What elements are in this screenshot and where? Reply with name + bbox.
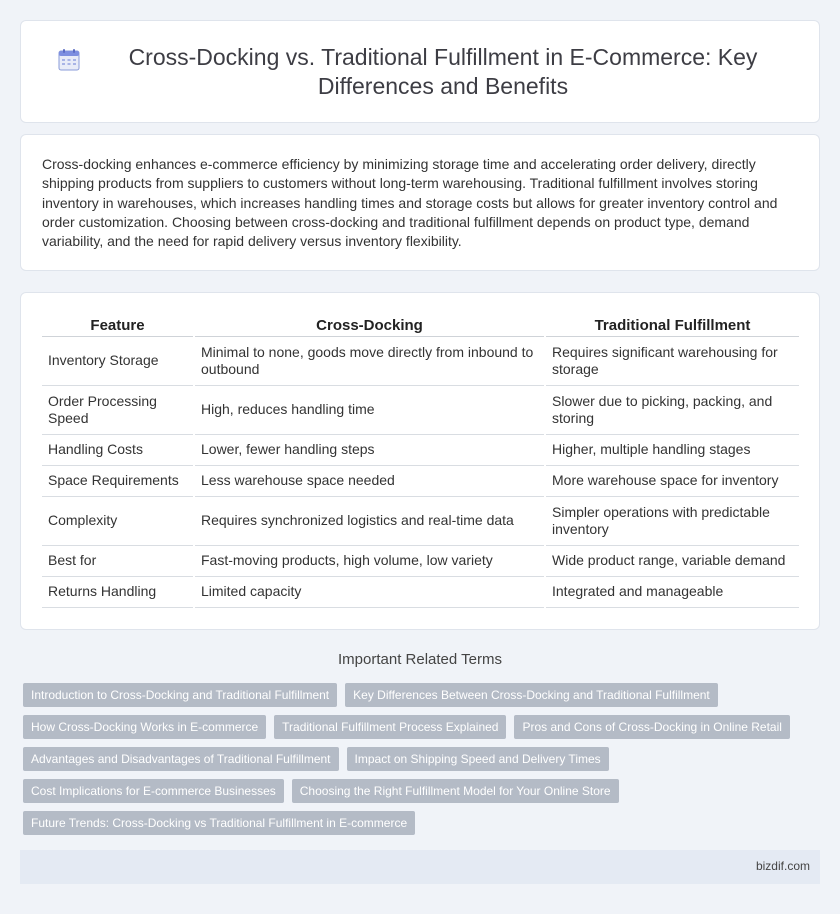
calendar-icon [57,48,81,72]
intro-card [20,134,820,271]
table-cell: Integrated and manageable [546,577,799,608]
table-cell: Best for [42,546,193,577]
table-cell: Slower due to picking, packing, and storing [546,386,799,435]
table-cell: High, reduces handling time [195,386,544,435]
table-cell: Higher, multiple handling stages [546,435,799,466]
footer-site-link[interactable]: bizdif.com [755,859,810,873]
related-term-tag[interactable]: Cost Implications for E-commerce Businesses [23,779,284,803]
table-row [42,546,799,577]
table-cell: Requires significant warehousing for storage [546,337,799,386]
page-title: Cross-Docking vs. Traditional Fulfillment in E-Commerce: Key Differences and Benefits [128,43,758,99]
column-header-traditional: Traditional Fulfillment [546,315,799,337]
table-cell: Returns Handling [42,577,193,608]
related-term-tag[interactable]: Introduction to Cross-Docking and Traditional Fulfillment [23,683,337,707]
related-term-tag[interactable]: Pros and Cons of Cross-Docking in Online Retail [514,715,789,739]
related-term-tag[interactable]: Key Differences Between Cross-Docking and Traditional Fulfillment [345,683,718,707]
table-row [42,386,799,435]
table-cell: Simpler operations with predictable inventory [546,497,799,546]
column-header-feature: Feature [42,315,193,337]
related-terms-list [23,683,823,843]
table-row [42,577,799,608]
related-term-tag[interactable]: Choosing the Right Fulfillment Model for Your Online Store [292,779,619,803]
table-cell: Limited capacity [195,577,544,608]
table-cell: Complexity [42,497,193,546]
table-row [42,337,799,386]
footer [20,850,820,884]
table-cell: Fast-moving products, high volume, low variety [195,546,544,577]
related-term-tag[interactable]: How Cross-Docking Works in E-commerce [23,715,266,739]
table-cell: Handling Costs [42,435,193,466]
table-row [42,466,799,497]
table-cell: Inventory Storage [42,337,193,386]
header-card [20,20,820,123]
related-term-tag[interactable]: Advantages and Disadvantages of Traditional Fulfillment [23,747,339,771]
table-cell: Order Processing Speed [42,386,193,435]
comparison-table [42,315,799,608]
related-terms-title: Important Related Terms [338,651,502,668]
column-header-cross-docking: Cross-Docking [195,315,544,337]
related-term-tag[interactable]: Traditional Fulfillment Process Explained [274,715,506,739]
table-cell: Less warehouse space needed [195,466,544,497]
table-cell: Space Requirements [42,466,193,497]
related-term-tag[interactable]: Future Trends: Cross-Docking vs Traditional Fulfillment in E-commerce [23,811,415,835]
related-term-tag[interactable]: Impact on Shipping Speed and Delivery Times [347,747,609,771]
table-cell: Requires synchronized logistics and real-time data [195,497,544,546]
table-row [42,435,799,466]
table-cell: More warehouse space for inventory [546,466,799,497]
table-row [42,497,799,546]
table-header-row [42,315,799,337]
table-cell: Wide product range, variable demand [546,546,799,577]
comparison-card [20,292,820,630]
table-cell: Minimal to none, goods move directly from inbound to outbound [195,337,544,386]
intro-paragraph: Cross-docking enhances e-commerce efficiency by minimizing storage time and accelerating order delivery, directly shipping products from suppliers to customers without long-term warehousing. Traditional fulfillment involves storing inventory in warehouses, which increases handling times and storage costs but allows for greater inventory control and order customization. Choosing between cross-docking and traditional fulfillment depends on product type, demand variability, and the need for rapid delivery versus inventory flexibility. [42,156,778,250]
table-cell: Lower, fewer handling steps [195,435,544,466]
